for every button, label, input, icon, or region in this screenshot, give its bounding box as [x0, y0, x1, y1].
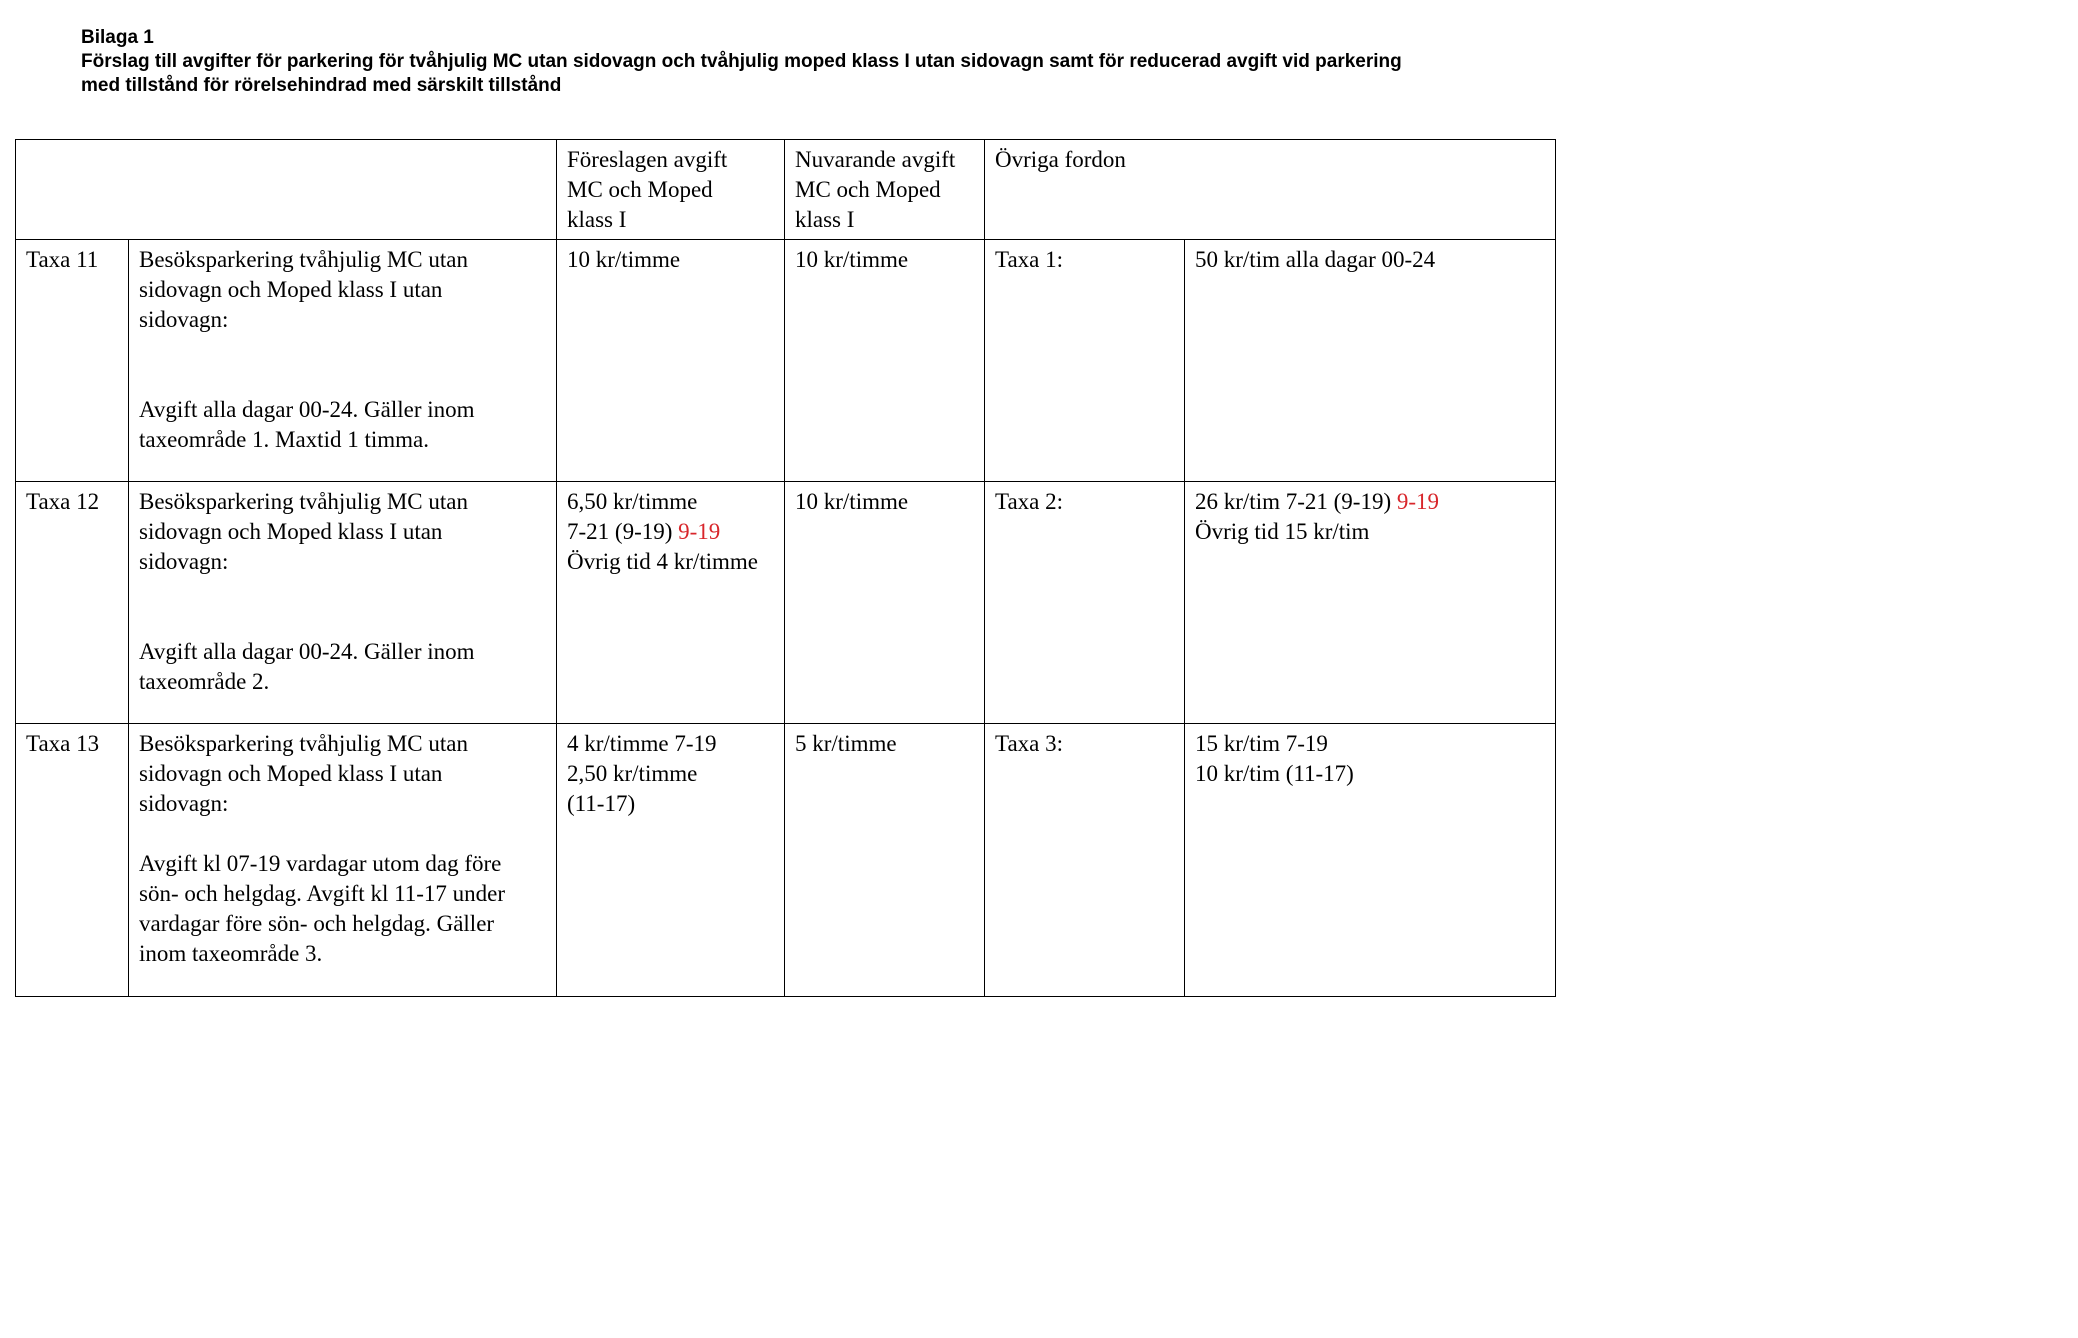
current-fee-value: 10 kr/timme — [795, 489, 909, 514]
description-line: sön- och helgdag. Avgift kl 11-17 under — [139, 881, 506, 906]
other-fee-time: 26 kr/tim 7-21 (9-19) — [1195, 489, 1392, 514]
header-other-vehicles-cell — [985, 140, 1556, 240]
description-line: taxeområde 1. Maxtid 1 timma. — [139, 427, 429, 452]
header-proposed-fee-cell — [557, 140, 785, 240]
header-proposed-line: Föreslagen avgift — [567, 147, 728, 172]
paragraph-gap — [139, 819, 546, 849]
other-fee-line: 15 kr/tim 7-19 — [1195, 731, 1328, 756]
document-heading — [81, 26, 1521, 98]
table-header-row — [16, 140, 1556, 240]
document-title: Bilaga 1 — [81, 27, 154, 48]
proposed-fee-line: 2,50 kr/timme — [567, 761, 698, 786]
proposed-fee-cell — [557, 482, 785, 724]
taxa-cell — [16, 724, 129, 997]
current-fee-cell — [785, 724, 985, 997]
table-row — [16, 482, 1556, 724]
fee-table — [15, 139, 1556, 997]
document-subtitle-line-2: med tillstånd för rörelsehindrad med särskilt tillstånd — [81, 75, 562, 96]
paragraph-gap — [139, 577, 546, 637]
other-fee-cell — [1185, 724, 1556, 997]
current-fee-value: 5 kr/timme — [795, 731, 897, 756]
description-line: sidovagn och Moped klass I utan — [139, 761, 443, 786]
proposed-fee-line: 4 kr/timme 7-19 — [567, 731, 717, 756]
table-row — [16, 724, 1556, 997]
other-fee-line: 10 kr/tim (11-17) — [1195, 761, 1354, 786]
other-fee-line: 50 kr/tim alla dagar 00-24 — [1195, 247, 1436, 272]
amended-time-red: 9-19 — [1396, 489, 1440, 514]
description-line: taxeområde 2. — [139, 669, 270, 694]
amended-time-red: 9-19 — [678, 519, 721, 544]
header-current-line: MC och Moped — [795, 177, 941, 202]
header-proposed-line: MC och Moped — [567, 177, 713, 202]
description-line: Avgift alla dagar 00-24. Gäller inom — [139, 397, 475, 422]
proposed-fee-cell — [557, 240, 785, 482]
other-taxa-label: Taxa 3: — [995, 731, 1064, 756]
taxa-label: Taxa 12 — [26, 489, 100, 514]
description-line: vardagar före sön- och helgdag. Gäller — [139, 911, 495, 936]
description-line: sidovagn: — [139, 549, 229, 574]
other-taxa-cell — [985, 724, 1185, 997]
other-fee-line: Övrig tid 15 kr/tim — [1195, 519, 1370, 544]
other-fee-cell — [1185, 482, 1556, 724]
other-fee-cell — [1185, 240, 1556, 482]
paragraph-gap — [139, 335, 546, 395]
description-line: inom taxeområde 3. — [139, 941, 323, 966]
proposed-fee-cell — [557, 724, 785, 997]
description-line: sidovagn: — [139, 791, 229, 816]
current-fee-cell — [785, 240, 985, 482]
header-empty-cell — [16, 140, 557, 240]
proposed-fee-line — [567, 517, 774, 547]
proposed-fee-line: (11-17) — [567, 791, 636, 816]
taxa-label: Taxa 13 — [26, 731, 100, 756]
table-row — [16, 240, 1556, 482]
current-fee-value: 10 kr/timme — [795, 247, 909, 272]
description-line: Besöksparkering tvåhjulig MC utan — [139, 489, 468, 514]
proposed-fee-line: 6,50 kr/timme — [567, 489, 698, 514]
header-current-fee-cell — [785, 140, 985, 240]
taxa-cell — [16, 482, 129, 724]
description-line: Besöksparkering tvåhjulig MC utan — [139, 731, 468, 756]
other-taxa-label: Taxa 2: — [995, 489, 1064, 514]
description-line: Avgift alla dagar 00-24. Gäller inom — [139, 639, 475, 664]
description-cell — [129, 240, 557, 482]
proposed-fee-line: Övrig tid 4 kr/timme — [567, 549, 759, 574]
other-taxa-cell — [985, 482, 1185, 724]
header-other-vehicles-label: Övriga fordon — [995, 147, 1126, 172]
taxa-cell — [16, 240, 129, 482]
current-fee-cell — [785, 482, 985, 724]
description-line: sidovagn och Moped klass I utan — [139, 519, 443, 544]
description-line: sidovagn och Moped klass I utan — [139, 277, 443, 302]
header-current-line: Nuvarande avgift — [795, 147, 956, 172]
other-taxa-cell — [985, 240, 1185, 482]
description-line: sidovagn: — [139, 307, 229, 332]
description-cell — [129, 482, 557, 724]
description-line: Besöksparkering tvåhjulig MC utan — [139, 247, 468, 272]
proposed-fee-line: 10 kr/timme — [567, 247, 681, 272]
header-proposed-line: klass I — [567, 207, 627, 232]
other-taxa-label: Taxa 1: — [995, 247, 1064, 272]
description-cell — [129, 724, 557, 997]
taxa-label: Taxa 11 — [26, 247, 99, 272]
header-current-line: klass I — [795, 207, 855, 232]
proposed-fee-time: 7-21 (9-19) — [567, 519, 673, 544]
description-line: Avgift kl 07-19 vardagar utom dag före — [139, 851, 502, 876]
document-subtitle-line-1: Förslag till avgifter för parkering för tvåhjulig MC utan sidovagn och tvåhjulig moped klass I utan sidovagn samt för reducerad avgift vid parkering — [81, 51, 1402, 72]
other-fee-line — [1195, 487, 1545, 517]
